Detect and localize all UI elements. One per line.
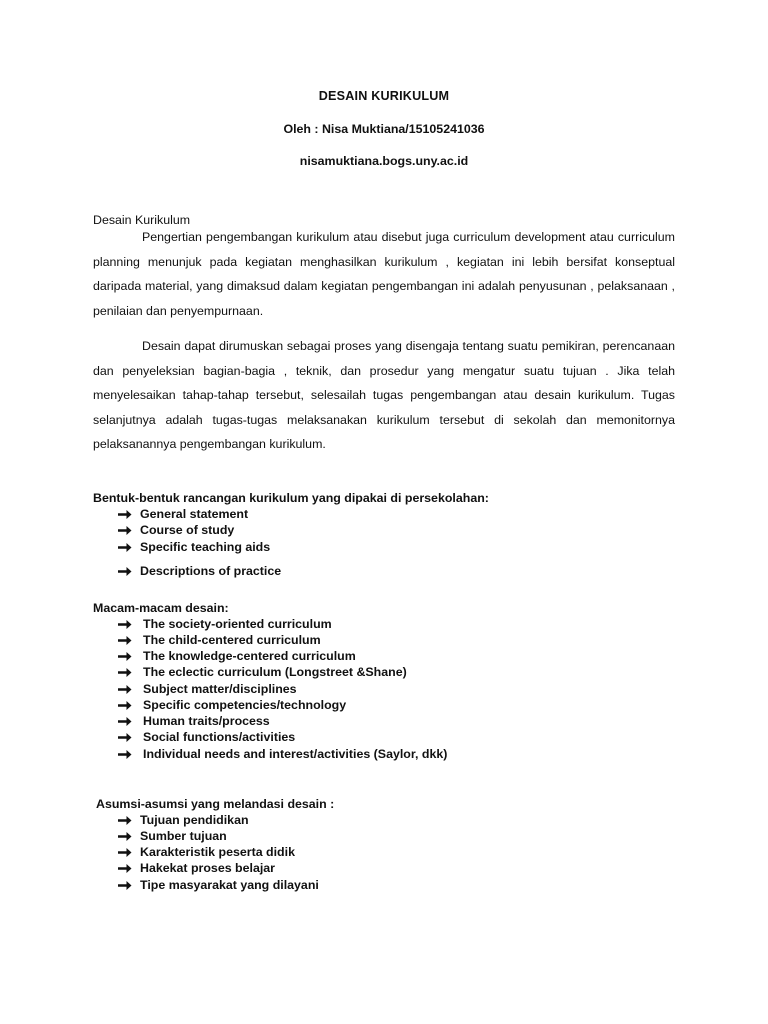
arrow-right-icon xyxy=(118,667,132,678)
list-item-label: General statement xyxy=(140,507,249,521)
section-heading-bentuk: Bentuk-bentuk rancangan kurikulum yang dipakai di persekolahan: xyxy=(93,491,489,505)
list-item-label: The society-oriented curriculum xyxy=(143,617,332,631)
arrow-right-icon xyxy=(118,566,132,577)
list-item-label: Karakteristik peserta didik xyxy=(140,845,295,859)
arrow-right-icon xyxy=(118,542,132,553)
list-item-label: The knowledge-centered curriculum xyxy=(143,649,356,663)
list-item-label: Tipe masyarakat yang dilayani xyxy=(140,878,319,892)
arrow-right-icon xyxy=(118,684,132,695)
list-item-label: Social functions/activities xyxy=(143,730,296,744)
list-item-label: Sumber tujuan xyxy=(140,829,227,843)
list-item-label: The eclectic curriculum (Longstreet &Shane) xyxy=(143,665,407,679)
arrow-right-icon xyxy=(118,880,132,891)
arrow-right-icon xyxy=(118,831,132,842)
arrow-right-icon xyxy=(118,525,132,536)
arrow-right-icon xyxy=(118,732,132,743)
list-item-label: Specific teaching aids xyxy=(140,540,271,554)
arrow-right-icon xyxy=(118,716,132,727)
paragraph-desain-text: Desain dapat dirumuskan sebagai proses yang disengaja tentang suatu pemikiran, perencanaan dan penyeleksian bagian-bagia , teknik, dan prosedur yang mengatur suatu tujuan . Jika telah menyelesaikan tahap-tahap tersebut, selesailah tugas pengembangan atau desain kurikulum. Tugas selanjutnya adalah tugas-tugas melaksanakan kurikulum tersebut di sekolah dan memonitornya pelaksanannya pengembangan kurikulum. xyxy=(93,339,675,451)
list-item-label: Subject matter/disciplines xyxy=(143,682,297,696)
arrow-right-icon xyxy=(118,815,132,826)
arrow-right-icon xyxy=(118,863,132,874)
arrow-right-icon xyxy=(118,700,132,711)
document-title: DESAIN KURIKULUM xyxy=(318,89,450,103)
paragraph-desain xyxy=(93,334,675,457)
arrow-right-icon xyxy=(118,635,132,646)
paragraph-pengertian xyxy=(93,225,675,323)
list-item-label: Descriptions of practice xyxy=(140,564,282,578)
list-item-label: Hakekat proses belajar xyxy=(140,861,275,875)
arrow-right-icon xyxy=(118,651,132,662)
arrow-right-icon xyxy=(118,847,132,858)
author-email: nisamuktiana.bogs.uny.ac.id xyxy=(299,154,469,168)
arrow-right-icon xyxy=(118,749,132,760)
list-item-label: Tujuan pendidikan xyxy=(140,813,249,827)
section-heading-desain-kurikulum: Desain Kurikulum xyxy=(93,213,191,227)
list-item-label: Course of study xyxy=(140,523,235,537)
author-line: Oleh : Nisa Muktiana/15105241036 xyxy=(283,122,485,136)
arrow-right-icon xyxy=(118,509,132,520)
list-item-label: Human traits/process xyxy=(143,714,270,728)
list-item-label: The child-centered curriculum xyxy=(143,633,321,647)
list-item-label: Specific competencies/technology xyxy=(143,698,347,712)
list-item-label: Individual needs and interest/activities (Saylor, dkk) xyxy=(143,747,448,761)
section-heading-asumsi: Asumsi-asumsi yang melandasi desain : xyxy=(96,797,335,811)
paragraph-pengertian-text: Pengertian pengembangan kurikulum atau disebut juga curriculum development atau curriculum planning menunjuk pada kegiatan menghasilkan kurikulum , kegiatan ini lebih bersifat konseptual daripada material, yang dimaksud dalam kegiatan pengembangan ini adalah penyusunan , pelaksanaan , penilaian dan penyempurnaan. xyxy=(93,230,675,318)
arrow-right-icon xyxy=(118,619,132,630)
section-heading-macam: Macam-macam desain: xyxy=(93,601,229,615)
